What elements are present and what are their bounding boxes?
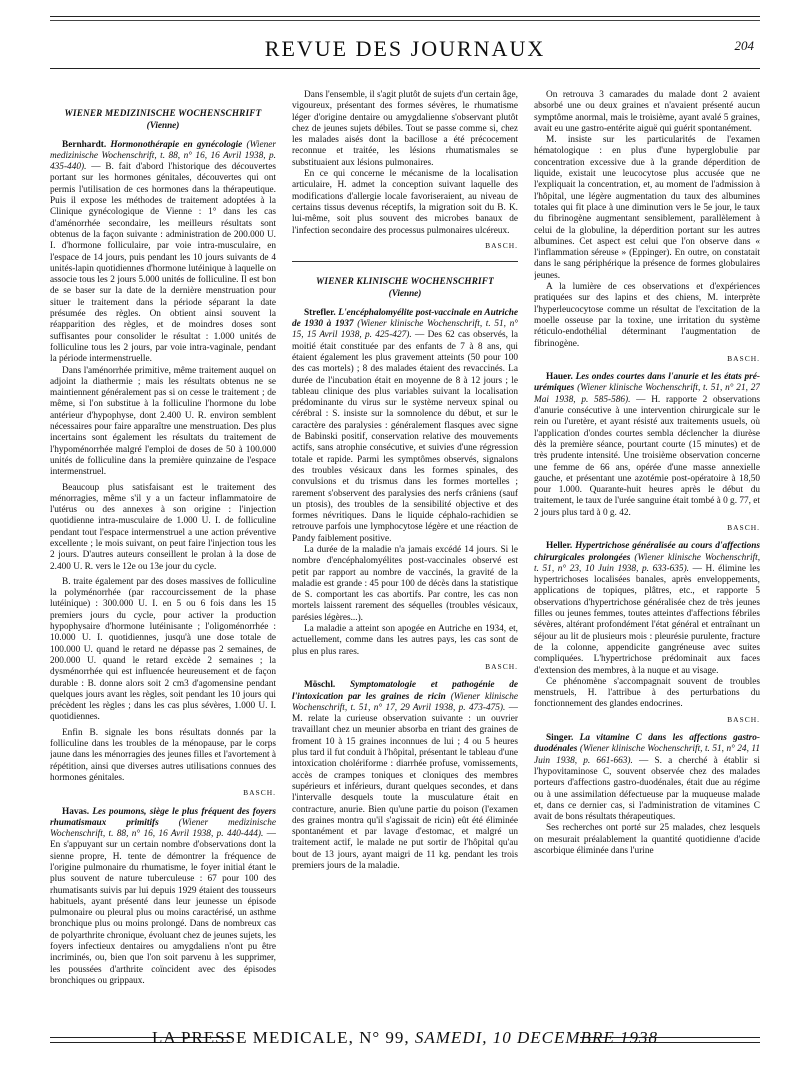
article-title: Hypertrichose généralisée au cours d'affections chirurgicales prolongées bbox=[534, 541, 760, 563]
article-paragraph: M. insiste sur les particularités de l'examen hématologique : en plus d'une hyperglobulie par concentration excessive due à la grande déperdition de liquide, existait une leucocytose plus accusée que ne l'expliquait la concentration, et, au moment de l'admission à l'hôpital, une légère augmentation du taux des albumines totales qui fit place à une diminution vers le 5e jour, le taux du fibrinogène augmentant sensiblement, parallèlement à celui de la globuline, la déperdition portant sur les autres albumines. Cet aspect est celui que l'on observe dans « l'inflammation séreuse » (Eppinger). En outre, on constatait dans le sang périphérique la présence de formes globulaires jeunes. bbox=[534, 135, 760, 281]
article-signature: BASCH. bbox=[485, 661, 518, 671]
text-columns bbox=[50, 90, 760, 1025]
article-singer bbox=[534, 733, 760, 823]
article-heller bbox=[534, 541, 760, 677]
article-author: Singer. bbox=[546, 733, 574, 744]
article-signature: BASCH. bbox=[727, 714, 760, 724]
article-body: — B. fait d'abord l'historique des découvertes portant sur les hormones génitales, découvertes qui ont permis l'utilisation de ces hormones dans la thérapeutique. Puis il expose les méthodes de traitement adoptées à la Clinique gynécologique de Vienne : 1° dans les cas d'aménorrhée secondaire, les meilleurs résultats sont obtenus de la façon suivante : administration de 200.000 U. I. d'hormone folliculaire, par voie intra-musculaire, en l'espace de 14 jours, puis pendant les 10 jours suivants de 4 unités-lapin quotidiennes d'hormone lutéinique à laquelle on associe tous les 2 jours 5.000 unités de folliculine. Il est bon de se baser sur la date de la dernière menstruation pour situer le traitement dans la période séparant la date présumée des règles. On obtient ainsi souvent la réapparition des règles, et de moindres doses sont suffisantes pour consolider le résultat : 1.000 unités de folliculine tous les 2 jours, par voie intra-vaginale, pendant la période intermenstruelle. bbox=[50, 162, 276, 365]
footer-journal: LA PRESSE MEDICALE bbox=[152, 1028, 349, 1047]
article-strefler bbox=[292, 308, 518, 545]
article-paragraph: Dans l'aménorrhée primitive, même traitement auquel on adjoint la diathermie ; mais les résultats obtenus ne se maintiennent généralement pas si on cesse le traitement ; de même, si l'on substitue à la folliculine l'hormone du lobe antérieur d'hypophyse, dont 2.400 U. R. environ semblent nécessaires pour faire apparaître une menstruation. Des plus incertains sont également les résultats du traitement de l'hypoménorrhée malgré l'emploi de doses de 50 à 100.000 unités de folliculine dans la première quinzaine de l'espace intermenstruel. bbox=[50, 365, 276, 478]
section-city: (Vienne) bbox=[146, 120, 180, 131]
column-1 bbox=[50, 90, 276, 1025]
header-bottom-rule bbox=[50, 68, 760, 69]
article-author: Strefler. bbox=[304, 307, 336, 318]
article-paragraph: La maladie a atteint son apogée en Autriche en 1934, et, actuellement, comme dans les autres pays, les cas sont de plus en plus rares. bbox=[292, 624, 518, 657]
article-reference: (Wiener klinische Wochenschrift, t. 51, n° 24, 11 Juin 1938, p. 661-663). bbox=[534, 744, 760, 766]
article-body: — H. rapporte 2 observations d'anurie consécutive à une intervention chirurgicale sur le rein ou l'uretère, et ayant résisté aux traitements usuels, où l'application d'ondes courtes sembla déclencher la diurèse dès la première séance, pourtant courte (15 minutes) et de très prudente intensité. Une troisième observation concerne une femme de 66 ans, opérée d'une masse annexielle gauche, et présentant une azotémie post-opératoire à 18,50 pour 1.000. Quarante-huit heures après le début du traitement, le taux de l'urée sanguine était tombé à 0 g. 77, et 2 jours plus tard à 0 g. 42. bbox=[534, 394, 760, 518]
article-title: Symptomatologie et pathogénie de l'intoxication par les graines de ricin bbox=[292, 680, 518, 702]
article-reference: (Wiener klinische Wochenschrift, t. 51, n° 15, 15 Avril 1938, p. 425-427). bbox=[292, 319, 518, 341]
article-paragraph: A la lumière de ces observations et d'expériences pratiquées sur des lapins et des chiens, M. interprète l'hyperleucocytose comme un résultat de l'excitation de la moelle osseuse par la toxine, une irritation du système réticulo-endothélial déterminant l'augmentation de fibrinogène. bbox=[534, 282, 760, 349]
article-author: Hauer. bbox=[546, 372, 573, 383]
article-hauer bbox=[534, 372, 760, 519]
article-author: Havas. bbox=[62, 806, 90, 817]
article-title: La vitamine C dans les affections gastro-duodénales bbox=[534, 733, 760, 755]
footer-date: SAMEDI, 10 DECEMBRE 1938 bbox=[414, 1028, 658, 1047]
article-paragraph: Beaucoup plus satisfaisant est le traitement des ménorragies, même s'il y a un facteur inflammatoire de l'utérus ou des annexes à son origine : l'injection quotidienne intra-musculaire de 1.000 U. I. de folliculine pendant tout l'espace intermenstruel a une action préventive excellente ; le mois suivant, on peut faire l'injection tous les 2 jours. D'autres auteurs conseillent le prolan à la dose de 2.400 U. R. vers le 12e ou 13e jour du cycle. bbox=[50, 482, 276, 572]
article-reference: (Wiener medizinische Wochenschrift, t. 88, n° 16, 16 Avril 1938, p. 440-444). bbox=[50, 817, 276, 840]
running-head-title: REVUE DES JOURNAUX bbox=[264, 36, 546, 61]
section-divider bbox=[292, 261, 518, 262]
article-moschl bbox=[292, 680, 518, 872]
article-paragraph: Dans l'ensemble, il s'agit plutôt de sujets d'un certain âge, vigoureux, présentant des formes sévères, le rhumatisme léger d'origine dentaire ou amygdalienne s'observant plutôt chez de jeunes sujets débiles. Tout se passe comme si, chez les malades aisés dont la bacillose a été précocement reconnue et traitée, les lésions rhumatismales se substituaient aux lésions pulmonaires. bbox=[292, 90, 518, 168]
page-number: 204 bbox=[734, 38, 754, 53]
article-signature: BASCH. bbox=[243, 788, 276, 798]
section-city: (Vienne) bbox=[388, 288, 422, 299]
article-signature: BASCH. bbox=[727, 522, 760, 532]
article-paragraph: Ce phénomène s'accompagnait souvent de troubles menstruels, H. l'attribue à des perturbations du fonctionnement des glandes endocrines. bbox=[534, 676, 760, 710]
article-reference: (Wiener klinische Wochenschrift, t. 51, n° 23, 10 Juin 1938, p. 633-635). bbox=[534, 552, 760, 574]
article-paragraph: B. traite également par des doses massives de folliculine la polyménorrhée (par raccourcissement de la phase lutéinique) : 300.000 U. I. en 5 ou 6 fois dans les 15 premiers jours du cycle, pour activer la production hypophysaire d'hormone lutéinisante ; l'oligoménorrhée : 10.000 U. I. quotidiennes, jusqu'à une dose totale de 100.000 U. quand le retard ne dépasse pas 2 semaines, de 200.000 U. quand le retard excède 2 semaines ; la dysménorrhée qui est influencée heureusement et de façon durable : B. donne alors soit 2 cm3 d'agomensine pendant quelques jours avant les règles, soit pendant les 10 jours qui précèdent les règles ; dans les cas plus sévères, 1.000 U. I. quotidiennes. bbox=[50, 576, 276, 723]
article-body: — S. a cherché à établir si l'hypovitaminose C, souvent observée chez des malades porteurs d'affections gastro-duodénales, était due au régime ou à une assimilation défectueuse par la muqueuse malade et, dans ce dernier cas, si l'administration de vitamines C avait de bons résultats thérapeutiques. bbox=[534, 755, 760, 823]
article-title: Les poumons, siège le plus fréquent des foyers rhumatismaux primitifs bbox=[50, 806, 276, 828]
footer-issue: N° 99 bbox=[359, 1028, 405, 1047]
article-signature: BASCH. bbox=[485, 240, 518, 250]
article-title: Hormonothérapie en gynécologie bbox=[110, 139, 243, 150]
column-2 bbox=[292, 90, 518, 1025]
article-bernhardt bbox=[50, 140, 276, 366]
article-paragraph: Ses recherches ont porté sur 25 malades, chez lesquels on mesurait préalablement la quantité quotidienne d'acide ascorbique éliminée dans l'urine bbox=[534, 823, 760, 856]
header-top-rule bbox=[50, 16, 760, 17]
article-signature: BASCH. bbox=[727, 353, 760, 363]
column-3 bbox=[534, 90, 760, 1025]
article-author: Möschl. bbox=[304, 680, 336, 691]
article-paragraph: En ce qui concerne le mécanisme de la localisation articulaire, H. admet la conception suivant laquelle des modifications d'allergie locale favoriseraient, au niveau de certains tissus devenus réceptifs, la migration soit du B. K. lui-même, soit plus souvent des microbes banaux de l'infection secondaire des processus pulmonaires ulcéreux. bbox=[292, 169, 518, 236]
footer-line: LA PRESSE MEDICALE, N° 99, SAMEDI, 10 DECEMBRE 1938 bbox=[152, 1028, 658, 1047]
header-top-rule-thin bbox=[50, 20, 760, 21]
article-reference: (Wiener klinische Wochenschrift, t. 51, n° 21, 27 Mai 1938, p. 585-586). bbox=[534, 383, 760, 405]
article-reference: (Wiener medizinische Wochenschrift, t. 88, n° 16, 16 Avril 1938, p. 435-440). bbox=[50, 139, 276, 173]
article-paragraph: La durée de la maladie n'a jamais excédé 14 jours. Si le nombre d'encéphalomyélites post-vaccinales observé est petit par rapport au nombre de vaccinés, la gravité de la maladie est grande : 45 pour 100 de décès dans la statistique de S. comportant les cas abortifs. Par contre, les cas non mortels laissent rarement des séquelles (troubles vésicaux, parésies légères...). bbox=[292, 544, 518, 623]
article-author: Bernhardt. bbox=[62, 139, 107, 150]
section-journal-heading: WIENER MEDIZINISCHE WOCHENSCHRIFT bbox=[64, 108, 262, 118]
article-title: Les ondes courtes dans l'anurie et les états pré-urémiques bbox=[534, 372, 760, 394]
article-paragraph: Enfin B. signale les bons résultats donnés par la folliculine dans les troubles de la ménopause, par le corps jaune dans les ménorragies des jeunes filles et l'avortement à répétition, ainsi que diverses autres utilisations connues des hormones génitales. bbox=[50, 727, 276, 783]
article-body: — Des 62 cas observés, la moitié était constituée par des enfants de 7 à 8 ans, qui étaient également les plus gravement atteints (50 pour 100 des cas mortels) ; 8 des malades étaient des revaccinés. La durée de l'incubation était en moyenne de 8 à 12 jours ; le tableau clinique des plus variables suivant la localisation prédominante du virus sur le système nerveux spinal ou cérébral : S. insiste sur la somnolence du début, et sur le caractère des paralysies : généralement flasques avec signe de Babinski positif, conservation relative des mouvements actifs, sans atrophie consécutive, et suivies d'une régression totale et rapide. Parmi les symptômes observés, signalons des troubles vésicaux dans les formes spinales, des convulsions et du trismus dans les formes mortelles ; rarement s'observent des paralysies des nerfs crâniens (sauf un ptosis), des troubles de la sensibilité objective et des formes névritiques. Dans le liquide céphalo-rachidien se retrouve parfois une lymphocytose légère et une réaction de Pandy faiblement positive. bbox=[292, 330, 518, 544]
journal-page bbox=[50, 12, 760, 1072]
article-body: — H. élimine les hypertrichoses localisées banales, après enveloppements, applications de topiques, plâtres, etc., et rapporte 5 observations d'hypertrichose généralisée chez de très jeunes filles ou jeunes femmes, toutes atteintes d'affections fébriles sévères, altérant profondément l'état général et entraînant un séjour au lit de plusieurs mois : pleurésie purulente, fracture de la colonne, appendicite gangréneuse avec suites compliquées. L'hypertrichose prédominait aux faces d'extension des membres, à la nuque et au visage. bbox=[534, 563, 760, 676]
article-havas bbox=[50, 807, 276, 988]
article-title: L'encéphalomyélite post-vaccinale en Autriche de 1930 à 1937 bbox=[292, 307, 518, 330]
section-journal-heading: WIENER KLINISCHE WOCHENSCHRIFT bbox=[316, 276, 494, 287]
article-body: — M. relate la curieuse observation suivante : un ouvrier travaillant chez un meunier absorba en triant des graines de froment 10 à 15 graines inconnues de lui ; 4 ou 5 heures plus tard il fut conduit à l'hôpital, présentant le tableau d'une intoxication cholériforme : diarrhée profuse, vomissements, accès de crampes toniques et cloniques des membres supérieurs et inférieurs, durant quelques secondes, et dans l'intervalle desquels toute la musculature était en contracture, anurie. Bien qu'une partie du poison (l'examen des graines montra qu'il s'agissait de ricin) eût été éliminée spontanément et par lavage d'estomac, et malgré un traitement actif, le malade ne put sortir de l'hôpital qu'au bout de 13 jours, ayant maigri de 11 kg. pendant les trois premiers jours de la maladie. bbox=[292, 702, 518, 871]
article-body: — En s'appuyant sur un certain nombre d'observations dont la sienne propre, H. tente de démontrer la fréquence de l'origine pulmonaire du rhumatisme, le foyer initial étant le plus souvent de nature tuberculeuse : 67 pour 100 des rhumatisants suivis par lui depuis 1929 étaient des tousseurs habituels, ayant présenté dans leur jeunesse un épisode pulmonaire ou pleural plus ou moins caractérisé, un asthme bronchique plus ou moins prolongé. Dans de nombreux cas de polyarthrite chronique, évoluant chez de jeunes sujets, les foyers infectieux dentaires ou amygdaliens n'ont pu être incriminés, ou, bien que l'on soit parvenu à les supprimer, les poussées d'arthrite coïncident avec des épisodes bronchiques ou grippaux. bbox=[50, 829, 276, 986]
article-reference: (Wiener klinische Wochenschrift, t. 51, n° 17, 29 Avril 1938, p. 473-475). bbox=[292, 691, 518, 713]
article-author: Heller. bbox=[546, 541, 573, 552]
article-paragraph: On retrouva 3 camarades du malade dont 2 avaient absorbé une ou deux graines et n'avaient présenté aucun symptôme anormal, mais le troisième, ayant avalé 5 graines, avait eu une gastro-entérite aiguë qui guérit spontanément. bbox=[534, 90, 760, 134]
